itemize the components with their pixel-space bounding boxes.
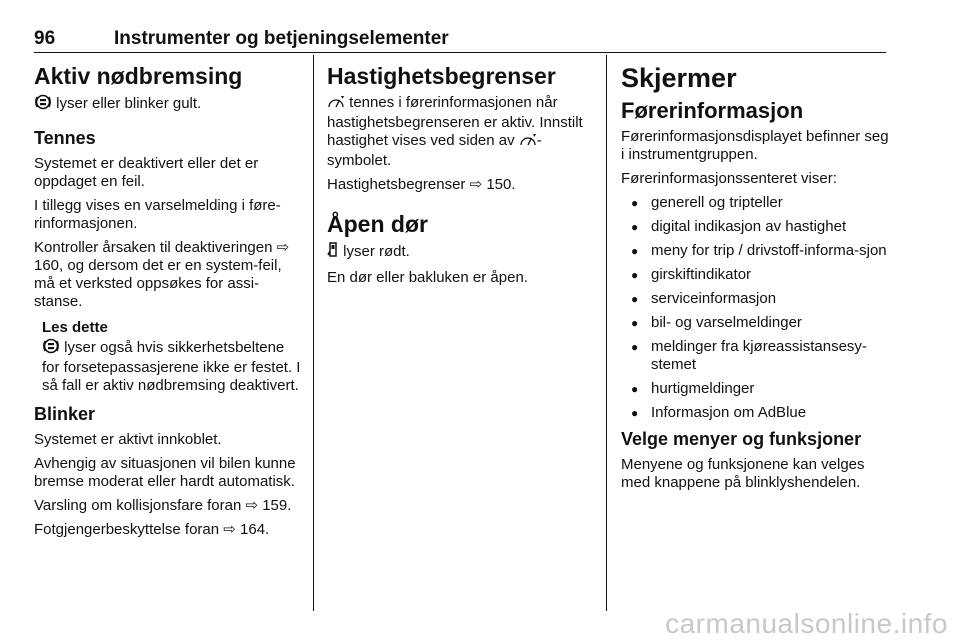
feature-list (621, 194, 889, 422)
paragraph: Hastighetsbegrenser ⇨ 150. (327, 176, 516, 193)
subheading-menus: Velge menyer og funksjoner (621, 429, 862, 449)
list-item: ● meny for trip / drivstoff-informa-sjon (621, 242, 889, 260)
intro-text: lyser eller blinker gult. (34, 94, 304, 115)
subheading-driver-info: Førerinformasjon (621, 98, 804, 123)
column-divider-1 (313, 55, 314, 611)
list-item: ● serviceinformasjon (621, 290, 889, 308)
subheading-tennes: Tennes (34, 128, 96, 148)
paragraph: Systemet er deaktivert eller det er oppdaget en feil. (34, 155, 259, 190)
column-divider-2 (606, 55, 607, 611)
paragraph: Førerinformasjonsdisplayet befinner seg i instrumentgruppen. (621, 128, 889, 163)
page-header (34, 28, 886, 52)
list-item: ● meldinger fra kjøreassistansesy-stemet (621, 338, 889, 374)
emergency-brake-icon (42, 338, 60, 359)
door-open-icon (327, 242, 339, 263)
column-speed-limiter (327, 62, 593, 293)
emergency-brake-icon (34, 94, 52, 115)
list-item: ● girskiftindikator (621, 266, 889, 284)
paragraph: En dør eller bakluken er åpen. (327, 269, 528, 286)
note-text: lyser også hvis sikkerhetsbeltene for forsetepassasjerene ikke er festet. I så fall er aktiv nødbremsing deaktivert. (42, 339, 301, 394)
page-number: 96 (34, 28, 56, 49)
list-item: ● generell og tripteller (621, 194, 889, 212)
paragraph: Kontroller årsaken til deaktiveringen ⇨ 160, og dersom det er en system-feil, må et verksted oppsøkes for assi-stanse. (34, 239, 290, 310)
paragraph: Varsling om kollisjonsfare foran ⇨ 159. (34, 497, 292, 514)
paragraph: tennes i førerinformasjonen når hastighetsbegrenseren er aktiv. Innstilt hastighet vises ved siden av -symbolet. (327, 94, 583, 169)
column-emergency-braking (34, 62, 304, 545)
speed-limiter-icon (327, 95, 345, 114)
watermark: carmanualsonline.info (665, 608, 948, 639)
paragraph: Systemet er aktivt innkoblet. (34, 431, 222, 448)
header-rule (34, 52, 886, 53)
note-label: Les dette (42, 319, 108, 336)
paragraph: lyser rødt. (327, 242, 593, 263)
section-heading: Skjermer (621, 63, 737, 93)
list-item: ● bil- og varselmeldinger (621, 314, 889, 332)
paragraph: Avhengig av situasjonen vil bilen kunne bremse moderat eller hardt automatisk. (34, 455, 296, 490)
list-item: ● hurtigmeldinger (621, 380, 889, 398)
paragraph: Menyene og funksjonene kan velges med knappene på blinklyshendelen. (621, 456, 865, 491)
column-displays (621, 62, 889, 498)
speed-limiter-icon (519, 133, 537, 152)
paragraph: Fotgjengerbeskyttelse foran ⇨ 164. (34, 521, 270, 538)
paragraph: I tillegg vises en varselmelding i føre-rinformasjonen. (34, 197, 281, 232)
list-item: ● digital indikasjon av hastighet (621, 218, 889, 236)
section-heading: Hastighetsbegrenser (327, 63, 556, 89)
section-heading: Åpen dør (327, 211, 428, 237)
section-heading: Aktiv nødbremsing (34, 63, 243, 89)
chapter-title: Instrumenter og betjeningselementer (114, 28, 449, 49)
subheading-blinker: Blinker (34, 404, 96, 424)
paragraph: Førerinformasjonssenteret viser: (621, 170, 837, 187)
note-box (42, 319, 304, 395)
list-item: ● Informasjon om AdBlue (621, 404, 889, 422)
